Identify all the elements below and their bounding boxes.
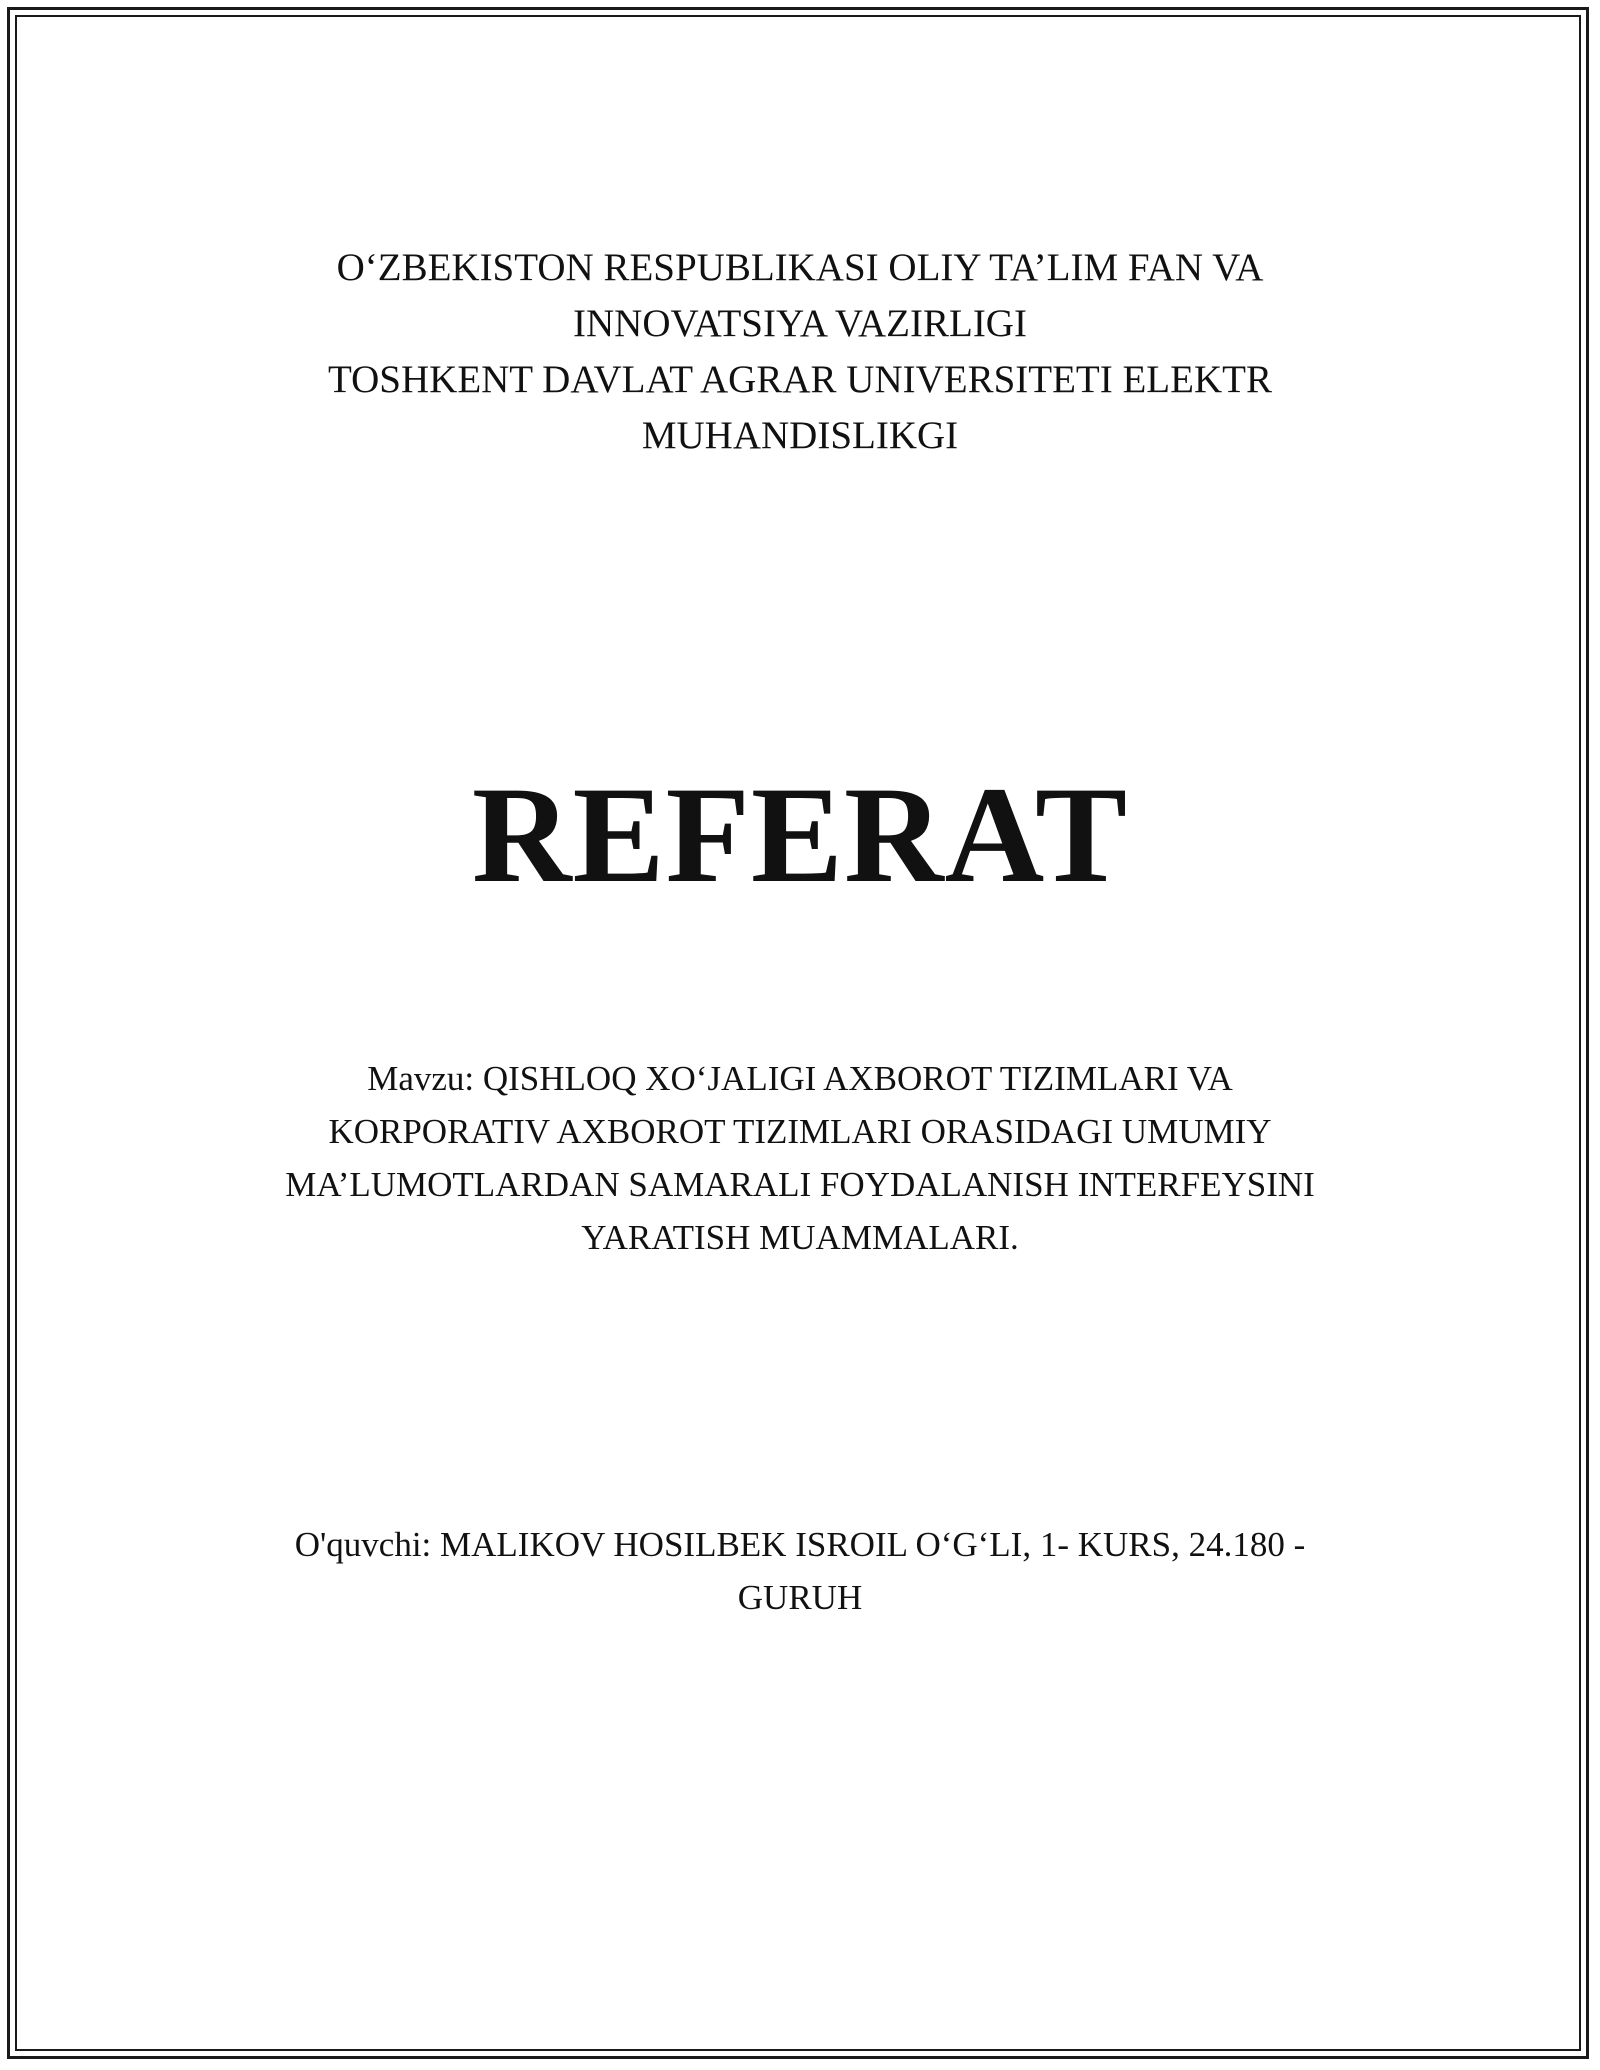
header-line: INNOVATSIYA VAZIRLIGI	[573, 302, 1027, 345]
header-line: O‘ZBEKISTON RESPUBLIKASI OLIY TA’LIM FAN VA	[336, 246, 1264, 289]
student-line: GURUH	[737, 1578, 863, 1617]
header-line: TOSHKENT DAVLAT AGRAR UNIVERSITETI ELEKTR	[328, 358, 1272, 401]
document-title: REFERAT	[471, 758, 1129, 911]
topic-line: YARATISH MUAMMALARI.	[581, 1218, 1019, 1257]
ministry-university-header	[0, 240, 1600, 464]
topic-section	[0, 1052, 1600, 1264]
student-section	[0, 1518, 1600, 1624]
topic-line: KORPORATIV AXBOROT TIZIMLARI ORASIDAGI UMUMIY	[328, 1112, 1272, 1151]
topic-line: MA’LUMOTLARDAN SAMARALI FOYDALANISH INTERFEYSINI	[285, 1165, 1315, 1204]
topic-line: Mavzu: QISHLOQ XO‘JALIGI AXBOROT TIZIMLARI VA	[367, 1059, 1233, 1098]
header-line: MUHANDISLIKGI	[641, 414, 959, 457]
student-line: O'quvchi: MALIKOV HOSILBEK ISROIL O‘G‘LI, 1- KURS, 24.180 -	[294, 1525, 1306, 1564]
